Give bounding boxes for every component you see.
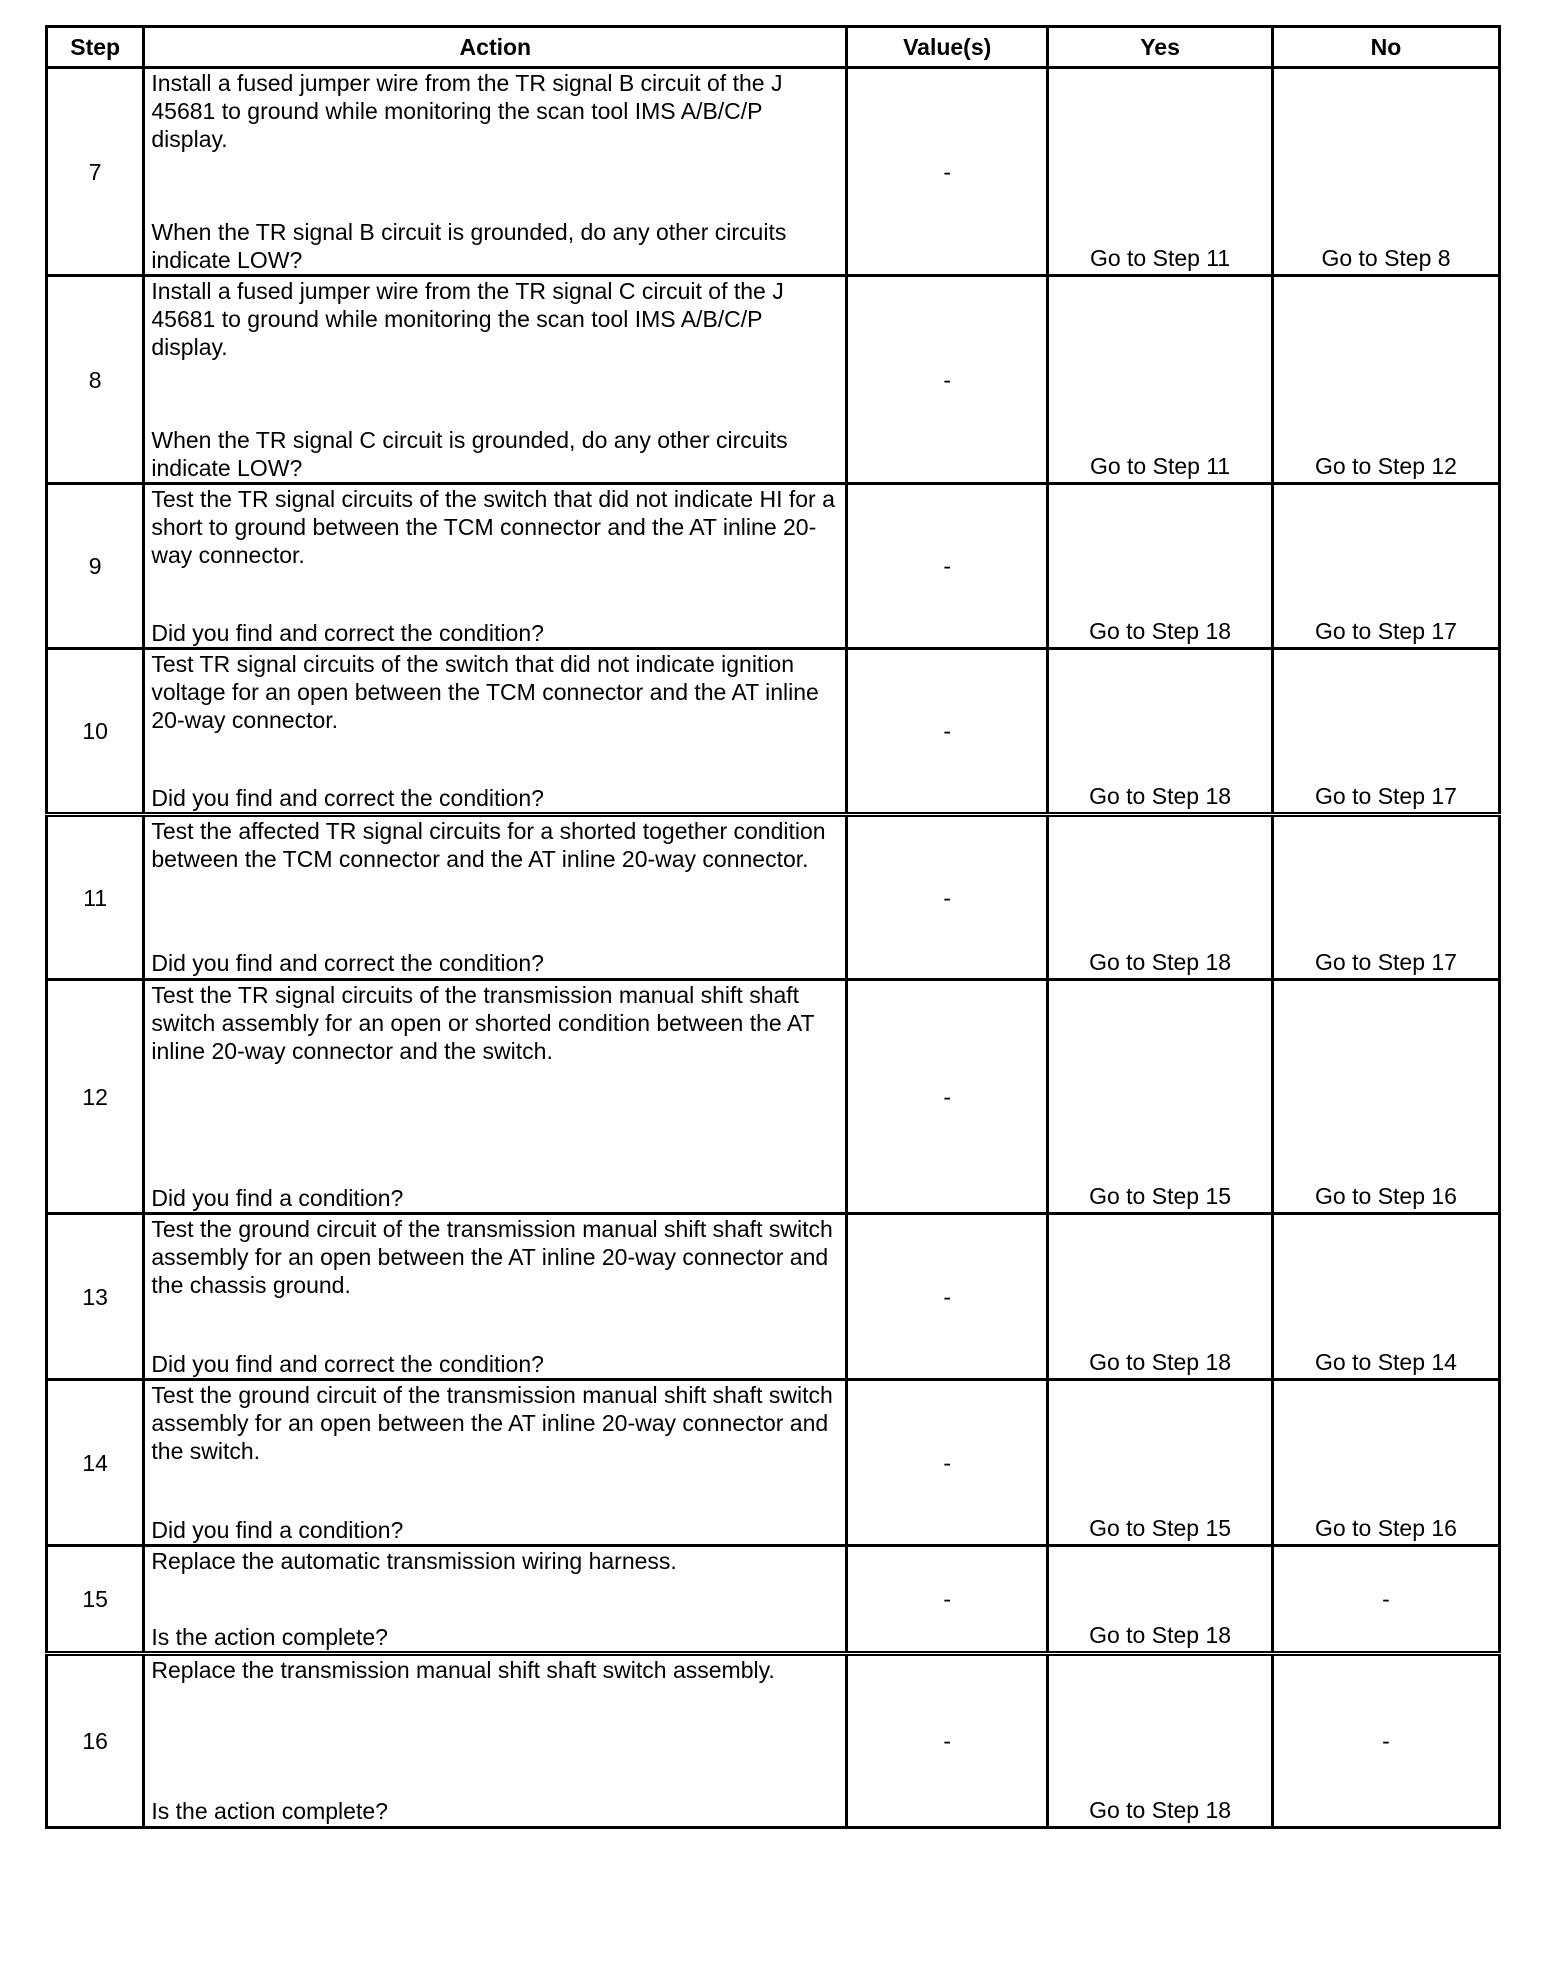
no-cell: Go to Step 17 xyxy=(1273,649,1500,815)
value-cell: - xyxy=(847,1546,1048,1654)
header-row xyxy=(47,27,1500,68)
action-question: Did you find and correct the condition? xyxy=(151,1351,544,1377)
table-row xyxy=(47,1214,1500,1380)
header-yes: Yes xyxy=(1048,27,1273,68)
yes-cell: Go to Step 18 xyxy=(1048,1214,1273,1380)
no-cell: Go to Step 17 xyxy=(1273,815,1500,980)
action-question: Did you find a condition? xyxy=(151,1517,404,1543)
action-question: Is the action complete? xyxy=(151,1798,388,1824)
step-number: 16 xyxy=(47,1654,144,1828)
action-instruction: Test the TR signal circuits of the switch that did not indicate HI for a short to ground between the TCM connector and the AT inline 20-way connector. xyxy=(151,486,835,568)
step-number: 13 xyxy=(47,1214,144,1380)
table-row xyxy=(47,276,1500,484)
action-instruction: Test the affected TR signal circuits for a shorted together condition between the TCM connector and the AT inline 20-way connector. xyxy=(151,818,826,872)
table-row xyxy=(47,1546,1500,1654)
value-cell: - xyxy=(847,980,1048,1214)
no-cell: - xyxy=(1273,1654,1500,1828)
action-instruction: Replace the transmission manual shift shaft switch assembly. xyxy=(151,1657,775,1683)
yes-cell: Go to Step 15 xyxy=(1048,1380,1273,1546)
no-cell: Go to Step 8 xyxy=(1273,68,1500,276)
yes-cell: Go to Step 18 xyxy=(1048,649,1273,815)
action-cell xyxy=(144,815,847,980)
value-cell: - xyxy=(847,276,1048,484)
header-values: Value(s) xyxy=(847,27,1048,68)
action-instruction: Test TR signal circuits of the switch that did not indicate ignition voltage for an open between the TCM connector and the AT inline 20-way connector. xyxy=(151,651,819,733)
step-number: 8 xyxy=(47,276,144,484)
action-instruction: Test the ground circuit of the transmission manual shift shaft switch assembly for an open between the AT inline 20-way connector and the chassis ground. xyxy=(151,1216,833,1298)
value-cell: - xyxy=(847,815,1048,980)
header-action: Action xyxy=(144,27,847,68)
yes-cell: Go to Step 15 xyxy=(1048,980,1273,1214)
value-cell: - xyxy=(847,68,1048,276)
action-cell xyxy=(144,1214,847,1380)
yes-cell: Go to Step 18 xyxy=(1048,1546,1273,1654)
table-row xyxy=(47,68,1500,276)
table-row xyxy=(47,649,1500,815)
no-cell: Go to Step 14 xyxy=(1273,1214,1500,1380)
table-row xyxy=(47,484,1500,649)
yes-cell: Go to Step 11 xyxy=(1048,68,1273,276)
table-row xyxy=(47,815,1500,980)
action-instruction: Test the ground circuit of the transmission manual shift shaft switch assembly for an open between the AT inline 20-way connector and the switch. xyxy=(151,1382,833,1464)
action-question: When the TR signal B circuit is grounded, do any other circuits indicate LOW? xyxy=(151,219,787,273)
table-row xyxy=(47,1654,1500,1828)
no-cell: Go to Step 12 xyxy=(1273,276,1500,484)
action-cell xyxy=(144,484,847,649)
value-cell: - xyxy=(847,1654,1048,1828)
step-number: 9 xyxy=(47,484,144,649)
no-cell: Go to Step 17 xyxy=(1273,484,1500,649)
action-question: When the TR signal C circuit is grounded, do any other circuits indicate LOW? xyxy=(151,427,788,481)
action-instruction: Test the TR signal circuits of the transmission manual shift shaft switch assembly for an open or shorted condition between the AT inline 20-way connector and the switch. xyxy=(151,982,815,1064)
header-no: No xyxy=(1273,27,1500,68)
no-cell: Go to Step 16 xyxy=(1273,980,1500,1214)
value-cell: - xyxy=(847,1380,1048,1546)
step-number: 14 xyxy=(47,1380,144,1546)
action-question: Did you find and correct the condition? xyxy=(151,785,544,811)
table-row xyxy=(47,1380,1500,1546)
action-cell xyxy=(144,276,847,484)
step-number: 10 xyxy=(47,649,144,815)
action-cell xyxy=(144,1380,847,1546)
no-cell: - xyxy=(1273,1546,1500,1654)
action-instruction: Install a fused jumper wire from the TR signal B circuit of the J 45681 to ground while monitoring the scan tool IMS A/B/C/P display. xyxy=(151,70,783,152)
no-cell: Go to Step 16 xyxy=(1273,1380,1500,1546)
action-cell xyxy=(144,980,847,1214)
action-cell xyxy=(144,68,847,276)
step-number: 7 xyxy=(47,68,144,276)
action-instruction: Install a fused jumper wire from the TR signal C circuit of the J 45681 to ground while monitoring the scan tool IMS A/B/C/P display. xyxy=(151,278,784,360)
yes-cell: Go to Step 18 xyxy=(1048,1654,1273,1828)
action-cell xyxy=(144,1654,847,1828)
action-question: Did you find and correct the condition? xyxy=(151,950,544,976)
step-number: 12 xyxy=(47,980,144,1214)
diagnostic-table xyxy=(45,25,1501,1829)
yes-cell: Go to Step 18 xyxy=(1048,484,1273,649)
action-question: Is the action complete? xyxy=(151,1624,388,1650)
header-step: Step xyxy=(47,27,144,68)
action-cell xyxy=(144,1546,847,1654)
action-question: Did you find a condition? xyxy=(151,1185,404,1211)
value-cell: - xyxy=(847,1214,1048,1380)
action-question: Did you find and correct the condition? xyxy=(151,620,544,646)
table-row xyxy=(47,980,1500,1214)
value-cell: - xyxy=(847,484,1048,649)
action-cell xyxy=(144,649,847,815)
action-instruction: Replace the automatic transmission wiring harness. xyxy=(151,1548,677,1574)
step-number: 11 xyxy=(47,815,144,980)
step-number: 15 xyxy=(47,1546,144,1654)
yes-cell: Go to Step 18 xyxy=(1048,815,1273,980)
yes-cell: Go to Step 11 xyxy=(1048,276,1273,484)
value-cell: - xyxy=(847,649,1048,815)
